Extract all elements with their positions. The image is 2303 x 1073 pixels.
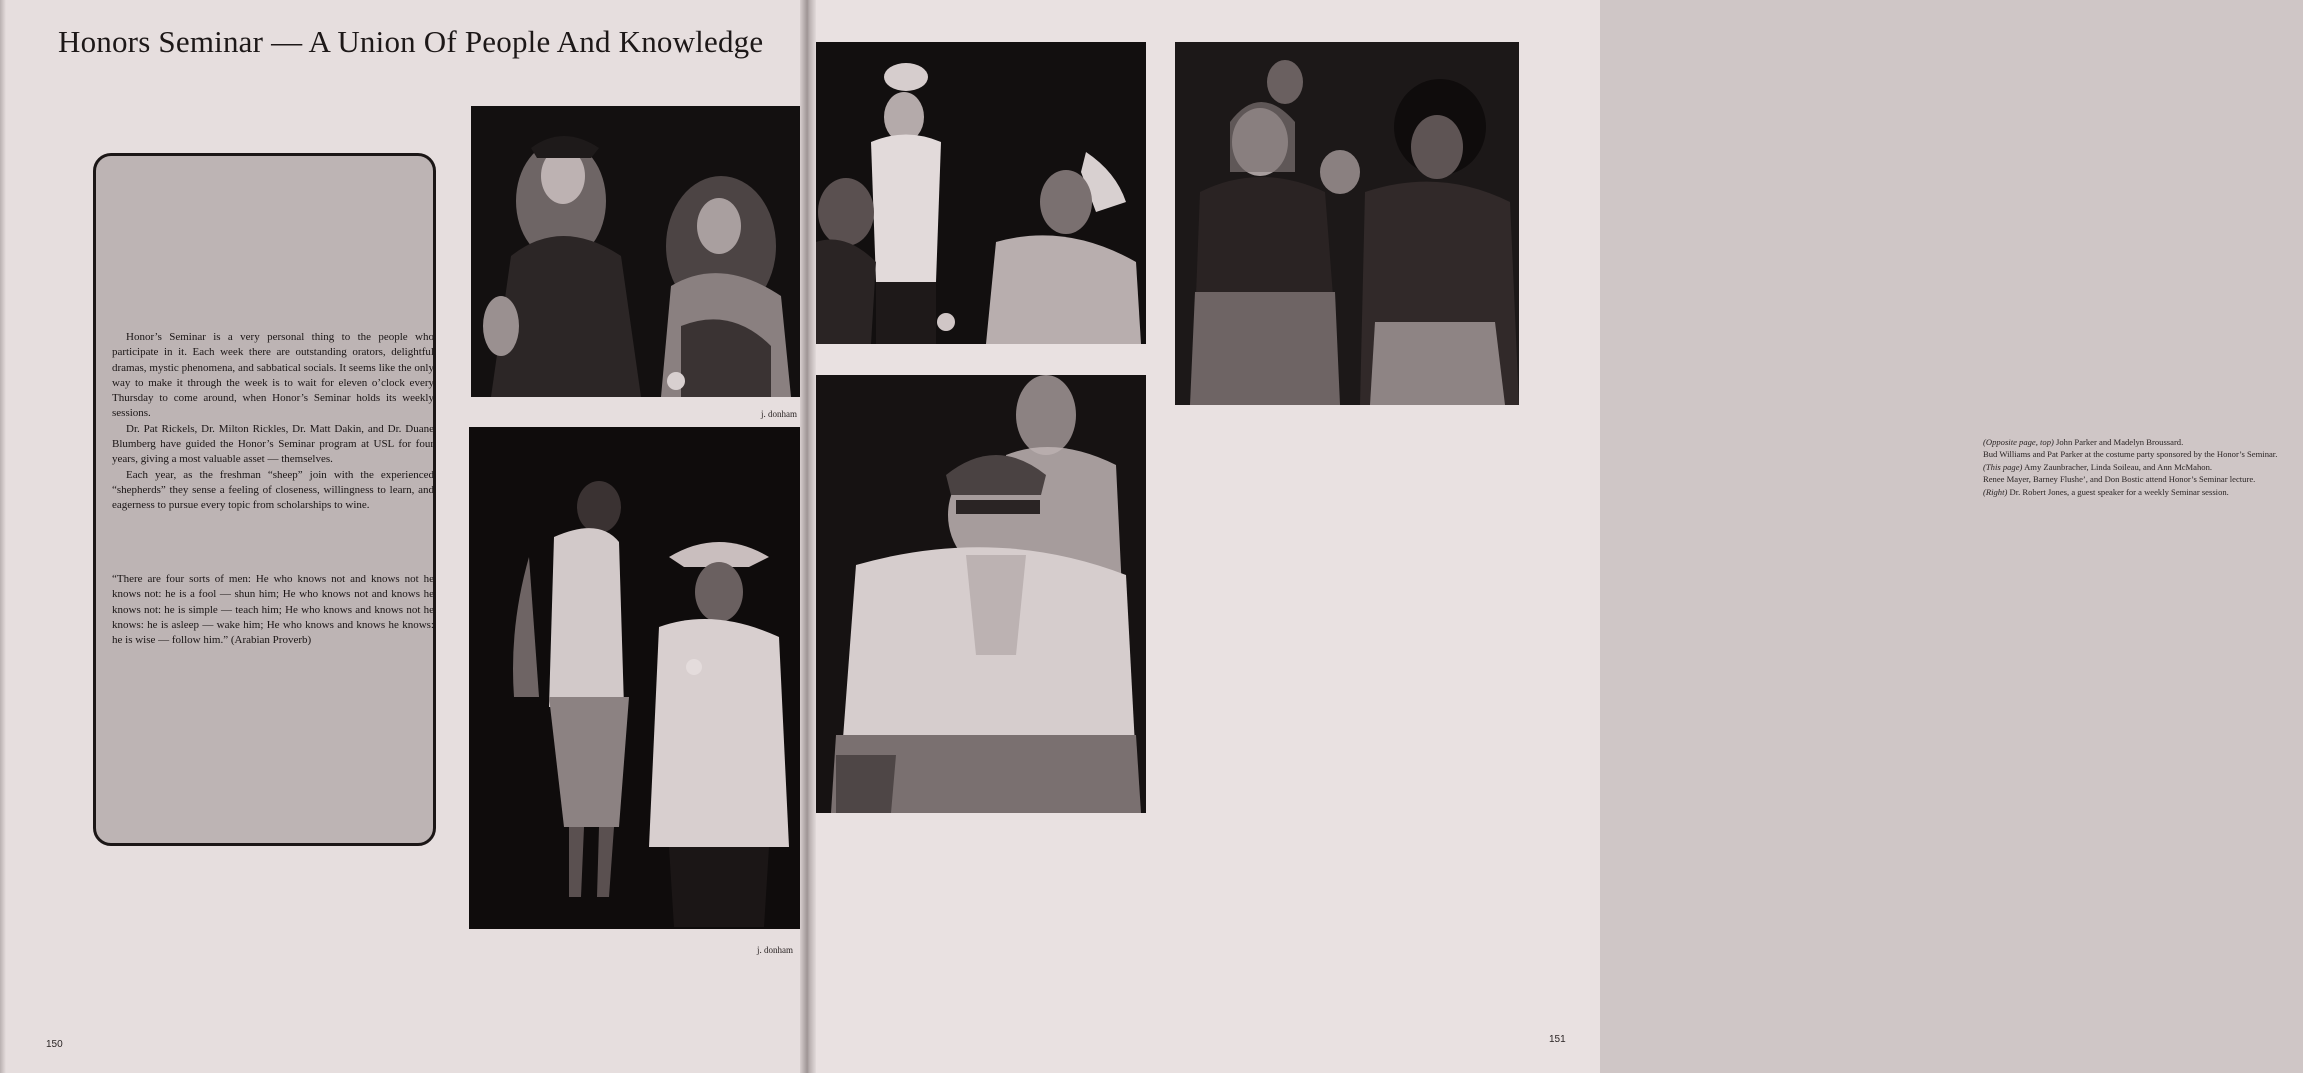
caption-line	[1983, 486, 2303, 498]
caption-label: (Right)	[1983, 486, 2008, 497]
article-body	[112, 330, 434, 514]
caption-text: Renee Mayer, Barney Flushe’, and Don Bostic attend Honor’s Seminar lecture.	[1983, 474, 2256, 485]
page-number-left: 150	[46, 1039, 63, 1050]
page-edge-shadow	[0, 0, 6, 1073]
caption-text: Dr. Robert Jones, a guest speaker for a weekly Seminar session.	[2007, 486, 2229, 497]
page-number-right: 151	[1549, 1034, 1566, 1045]
caption-text: John Parker and Madelyn Broussard.	[2053, 437, 2184, 447]
book-gutter	[800, 0, 816, 1073]
photo-credit: j. donham	[761, 409, 797, 419]
left-page	[0, 0, 808, 1073]
right-page	[808, 0, 2278, 1073]
caption-text: Amy Zaunbracher, Linda Soileau, and Ann McMahon.	[2022, 461, 2213, 472]
photo-credit: j. donham	[757, 945, 793, 955]
photo-costume-party	[471, 106, 804, 397]
proverb-quote: “There are four sorts of men: He who knows not and knows not he knows not: he is a fool — shun him; He who knows not and knows he knows not: he is simple — teach him; He who knows and knows not he knows: he is asleep — wake him; He who knows and knows he knows: he is wise — follow him.” (Arabian Proverb)	[112, 573, 434, 647]
article-paragraph: Dr. Pat Rickels, Dr. Milton Rickles, Dr. Matt Dakin, and Dr. Duane Blumberg have guided the Honor’s Seminar program at USL for four years, giving a most valuable asset — themselves.	[112, 422, 434, 466]
photo-audience	[1175, 42, 1519, 405]
caption-line	[1983, 473, 2303, 485]
caption-label: (Opposite page, top)	[1983, 437, 2054, 447]
page-headline: Honors Seminar — A Union Of People And Knowledge	[58, 24, 764, 59]
article-paragraph: Each year, as the freshman “sheep” join with the experienced “shepherds” they sense a feeling of closeness, willingness to learn, and eagerness to pursue every topic from scholarships to wine.	[112, 468, 434, 512]
photo-three-girls	[816, 42, 1146, 344]
photo-captions	[1983, 436, 2303, 498]
photo-guest-speaker	[816, 375, 1146, 813]
photo-couple	[469, 427, 804, 929]
caption-line	[1983, 436, 2303, 448]
caption-line	[1983, 448, 2303, 460]
caption-text: Bud Williams and Pat Parker at the costume party sponsored by the Honor’s Seminar.	[1983, 449, 2278, 460]
article-paragraph: Honor’s Seminar is a very personal thing to the people who participate in it. Each week there are outstanding orators, delightful dramas, mystic phenomena, and sabbatical socials. It seems like the only way to make it through the week is to wait for eleven o’clock every Thursday to come around, when Honor’s Seminar holds its weekly sessions.	[112, 331, 434, 420]
caption-line	[1983, 461, 2303, 473]
caption-label: (This page)	[1983, 461, 2023, 472]
